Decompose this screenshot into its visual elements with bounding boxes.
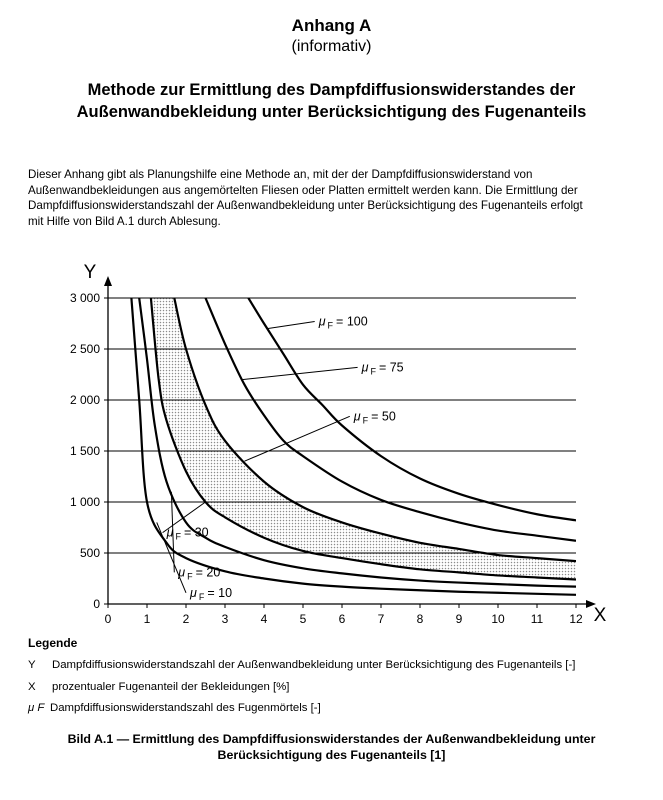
legend-key-mu-f: μ F	[28, 702, 45, 714]
curve-label-subscript: F	[187, 571, 193, 582]
curve-label-symbol: μ	[166, 525, 174, 540]
x-axis-label: X	[593, 605, 607, 626]
legend-key-x: X	[28, 681, 36, 693]
intro-paragraph	[28, 167, 636, 229]
curve-label-subscript: F	[175, 531, 181, 542]
curve-label-subscript: F	[362, 415, 369, 426]
curve-label-symbol: μ	[361, 360, 369, 375]
intro-line-2: Außenwandbekleidungen aus angemörtelten Fliesen oder Platten ermittelt werden kann. Die Ermittlung der	[28, 183, 578, 197]
intro-line-4: mit Hilfe von Bild A.1 durch Ablesung.	[28, 214, 221, 228]
curve-label-mu-f-75	[361, 360, 404, 376]
x-tick-label-9: 9	[455, 612, 463, 626]
curve-label-value: = 20	[195, 565, 221, 580]
curve-label-value: = 10	[207, 585, 233, 600]
legend-item-x	[28, 680, 289, 694]
y-tick-label-0: 0	[93, 597, 100, 611]
curve-label-value: = 100	[336, 314, 368, 329]
curve-label-symbol: μ	[353, 409, 361, 424]
legend-text-mu-f: Dampfdiffusionswiderstandszahl des Fugenmörtels [-]	[50, 702, 321, 714]
section-heading-line-2: Außenwandbekleidung unter Berücksichtigung des Fugenanteils	[76, 103, 587, 121]
annex-subtitle: (informativ)	[291, 38, 372, 55]
y-tick-label-1: 500	[79, 546, 100, 560]
y-tick-label-5: 2 500	[69, 342, 100, 356]
x-tick-label-11: 11	[530, 612, 544, 626]
x-tick-label-1: 1	[143, 612, 151, 626]
intro-line-3: Dampfdiffusionswiderstandszahl der Außenwandbekleidung unter Berücksichtigung des Fugenanteils erfolgt	[28, 199, 583, 212]
curve-label-subscript: F	[370, 366, 376, 377]
x-tick-label-6: 6	[338, 612, 346, 626]
curve-label-symbol: μ	[178, 565, 186, 580]
x-tick-label-10: 10	[491, 612, 505, 626]
y-axis-label: Y	[83, 262, 97, 283]
legend-text-x: prozentualer Fugenanteil der Bekleidungen [%]	[52, 681, 290, 693]
curve-mu-f-100	[248, 298, 576, 520]
legend-key-y: Y	[28, 659, 36, 671]
x-tick-label-4: 4	[260, 612, 268, 626]
curve-label-value: = 30	[183, 525, 209, 540]
annex-title: Anhang A	[291, 16, 372, 35]
x-tick-label-12: 12	[569, 612, 583, 626]
curve-label-subscript: F	[198, 591, 205, 602]
x-tick-label-7: 7	[377, 612, 385, 626]
curve-label-mu-f-10	[189, 586, 232, 602]
curve-label-value: = 50	[371, 409, 396, 424]
figure-caption-line-2: Berücksichtigung des Fugenanteils [1]	[217, 748, 446, 762]
x-tick-label-8: 8	[416, 612, 424, 626]
chart-figure-a1	[60, 258, 620, 630]
x-tick-label-5: 5	[299, 612, 307, 626]
curve-label-mu-f-100	[318, 314, 368, 330]
section-heading	[0, 79, 663, 123]
curve-label-mu-f-30	[166, 526, 209, 542]
x-tick-label-0: 0	[104, 612, 112, 626]
curve-label-mu-f-50	[353, 409, 396, 425]
y-tick-label-6: 3 000	[69, 291, 100, 305]
section-heading-line-1: Methode zur Ermittlung des Dampfdiffusionswiderstandes der	[87, 81, 576, 99]
legend-item-y	[28, 658, 575, 672]
curve-label-symbol: μ	[190, 585, 197, 600]
figure-caption	[0, 731, 663, 763]
x-tick-label-2: 2	[182, 612, 190, 626]
legend-item-mu-f	[28, 701, 321, 715]
leader-line-mu-f-50	[245, 416, 350, 461]
curve-label-symbol: μ	[318, 314, 326, 329]
legend-heading: Legende	[28, 636, 78, 650]
leader-line-mu-f-75	[242, 367, 358, 379]
curve-label-subscript: F	[327, 320, 334, 331]
leader-line-mu-f-100	[267, 321, 314, 328]
x-tick-label-3: 3	[221, 612, 229, 626]
y-tick-label-4: 2 000	[69, 393, 100, 407]
intro-line-1: Dieser Anhang gibt als Planungshilfe eine Methode an, mit der der Dampfdiffusionswiderstand von	[28, 168, 533, 181]
curve-label-value: = 75	[378, 360, 404, 375]
curve-label-mu-f-20	[177, 565, 220, 581]
y-axis-arrow	[104, 276, 112, 286]
shaded-band-area	[151, 298, 576, 580]
legend-text-y: Dampfdiffusionswiderstandszahl der Außenwandbekleidung unter Berücksichtigung des Fugenanteils [-]	[52, 659, 576, 671]
figure-caption-line-1: Bild A.1 — Ermittlung des Dampfdiffusionswiderstandes der Außenwandbekleidung unter	[67, 732, 596, 746]
y-tick-label-2: 1 000	[69, 495, 100, 509]
y-tick-label-3: 1 500	[69, 444, 100, 458]
